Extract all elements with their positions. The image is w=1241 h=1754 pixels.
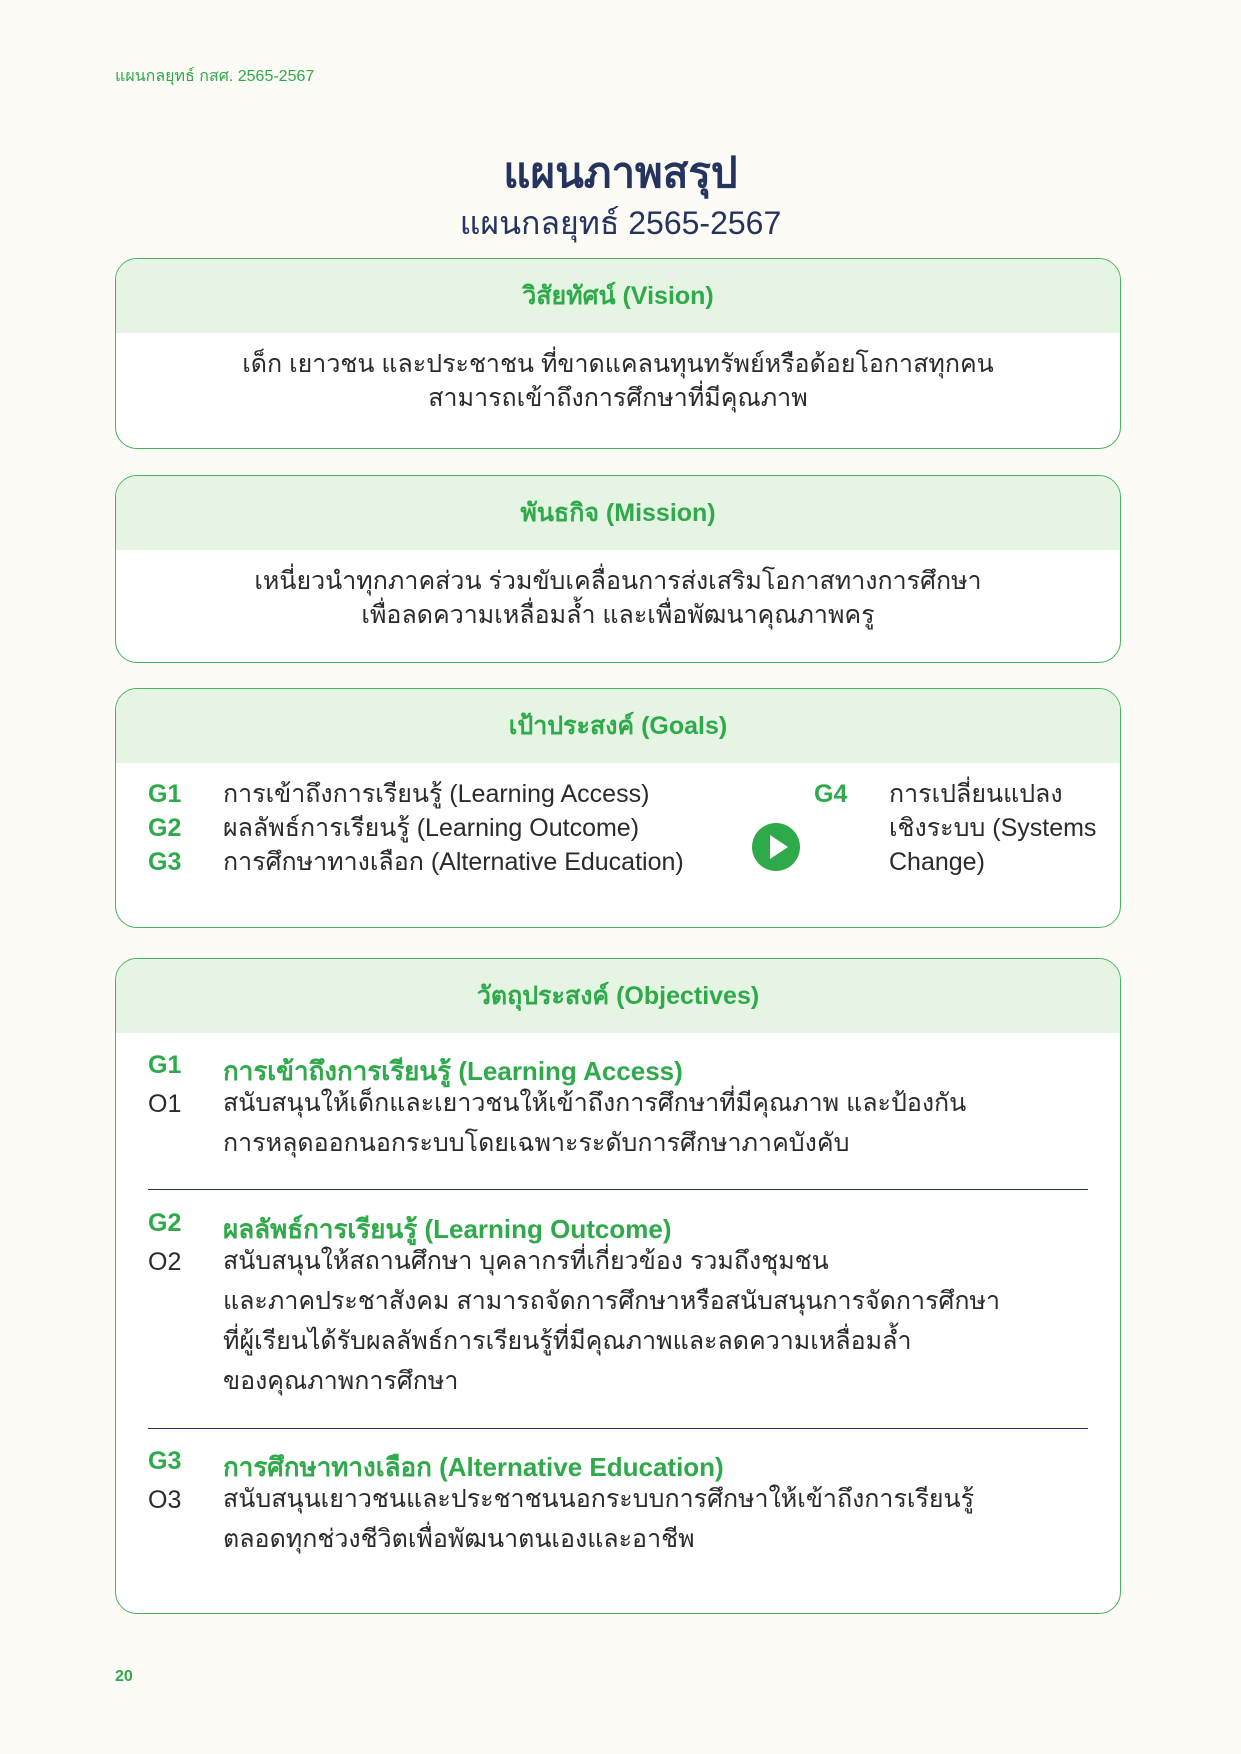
goal-text: การเข้าถึงการเรียนรู้ (Learning Access) xyxy=(223,780,650,808)
objective-line: ตลอดทุกช่วงชีวิตเพื่อพัฒนาตนเองและอาชีพ xyxy=(223,1525,695,1553)
mission-body xyxy=(116,550,1120,632)
page-subtitle: แผนกลยุทธ์ 2565-2567 xyxy=(459,205,782,241)
objective-desc xyxy=(223,1241,1083,1401)
mission-line-1: เหนี่ยวนำทุกภาคส่วน ร่วมขับเคลื่อนการส่งเสริมโอกาสทางการศึกษา xyxy=(254,567,982,595)
goal-g4-line: Change) xyxy=(889,848,985,876)
mission-card xyxy=(115,475,1121,663)
objective-code: O1 xyxy=(148,1090,182,1118)
play-circle-icon xyxy=(752,823,800,871)
objective-line: ที่ผู้เรียนได้รับผลลัพธ์การเรียนรู้ที่มีคุณภาพและลดความเหลื่อมล้ำ xyxy=(223,1327,912,1355)
mission-line-2: เพื่อลดความเหลื่อมล้ำ และเพื่อพัฒนาคุณภาพครู xyxy=(361,601,875,629)
objective-line: สนับสนุนให้เด็กและเยาวชนให้เข้าถึงการศึกษาที่มีคุณภาพ และป้องกัน xyxy=(223,1089,967,1117)
objective-line: สนับสนุนเยาวชนและประชาชนนอกระบบการศึกษาให้เข้าถึงการเรียนรู้ xyxy=(223,1485,975,1513)
vision-line-1: เด็ก เยาวชน และประชาชน ที่ขาดแคลนทุนทรัพย์หรือด้อยโอกาสทุกคน xyxy=(242,350,994,378)
objective-line: ของคุณภาพการศึกษา xyxy=(223,1367,459,1395)
goal-code: G3 xyxy=(148,848,182,876)
objective-desc xyxy=(223,1083,1083,1163)
objective-goal-title: การศึกษาทางเลือก (Alternative Education) xyxy=(223,1452,724,1482)
objective-line: และภาคประชาสังคม สามารถจัดการศึกษาหรือสนับสนุนการจัดการศึกษา xyxy=(223,1287,1001,1315)
goal-g4-line: การเปลี่ยนแปลง xyxy=(889,780,1063,808)
objectives-body xyxy=(116,1033,1120,1613)
objective-desc xyxy=(223,1479,1083,1559)
goal-text: ผลลัพธ์การเรียนรู้ (Learning Outcome) xyxy=(223,814,640,842)
objective-goal-code: G2 xyxy=(148,1209,182,1237)
divider xyxy=(148,1428,1088,1429)
objective-goal-code: G1 xyxy=(148,1051,182,1079)
objective-goal-title: การเข้าถึงการเรียนรู้ (Learning Access) xyxy=(223,1056,683,1086)
divider xyxy=(148,1189,1088,1190)
goal-text: การศึกษาทางเลือก (Alternative Education) xyxy=(223,848,684,876)
page-title: แผนภาพสรุป xyxy=(503,149,738,196)
goal-g4-line: เชิงระบบ (Systems xyxy=(889,814,1097,842)
objective-goal-code: G3 xyxy=(148,1447,182,1475)
page-number: 20 xyxy=(115,1668,133,1685)
goals-heading: เป้าประสงค์ (Goals) xyxy=(116,689,1120,763)
objective-code: O2 xyxy=(148,1248,182,1276)
goal-code: G1 xyxy=(148,780,182,808)
goal-g4-code: G4 xyxy=(814,780,848,808)
vision-line-2: สามารถเข้าถึงการศึกษาที่มีคุณภาพ xyxy=(428,384,808,412)
vision-card xyxy=(115,258,1121,449)
objective-line: การหลุดออกนอกระบบโดยเฉพาะระดับการศึกษาภาคบังคับ xyxy=(223,1129,850,1157)
objectives-card xyxy=(115,958,1121,1614)
vision-heading: วิสัยทัศน์ (Vision) xyxy=(116,259,1120,333)
objective-line: สนับสนุนให้สถานศึกษา บุคลากรที่เกี่ยวข้อง รวมถึงชุมชน xyxy=(223,1247,829,1275)
objective-code: O3 xyxy=(148,1486,182,1514)
vision-body xyxy=(116,333,1120,415)
running-header: แผนกลยุทธ์ กสศ. 2565-2567 xyxy=(115,68,315,85)
goal-code: G2 xyxy=(148,814,182,842)
objective-goal-title: ผลลัพธ์การเรียนรู้ (Learning Outcome) xyxy=(223,1214,672,1244)
mission-heading: พันธกิจ (Mission) xyxy=(116,476,1120,550)
goals-body xyxy=(116,763,1120,928)
objectives-heading: วัตถุประสงค์ (Objectives) xyxy=(116,959,1120,1033)
goals-card xyxy=(115,688,1121,928)
